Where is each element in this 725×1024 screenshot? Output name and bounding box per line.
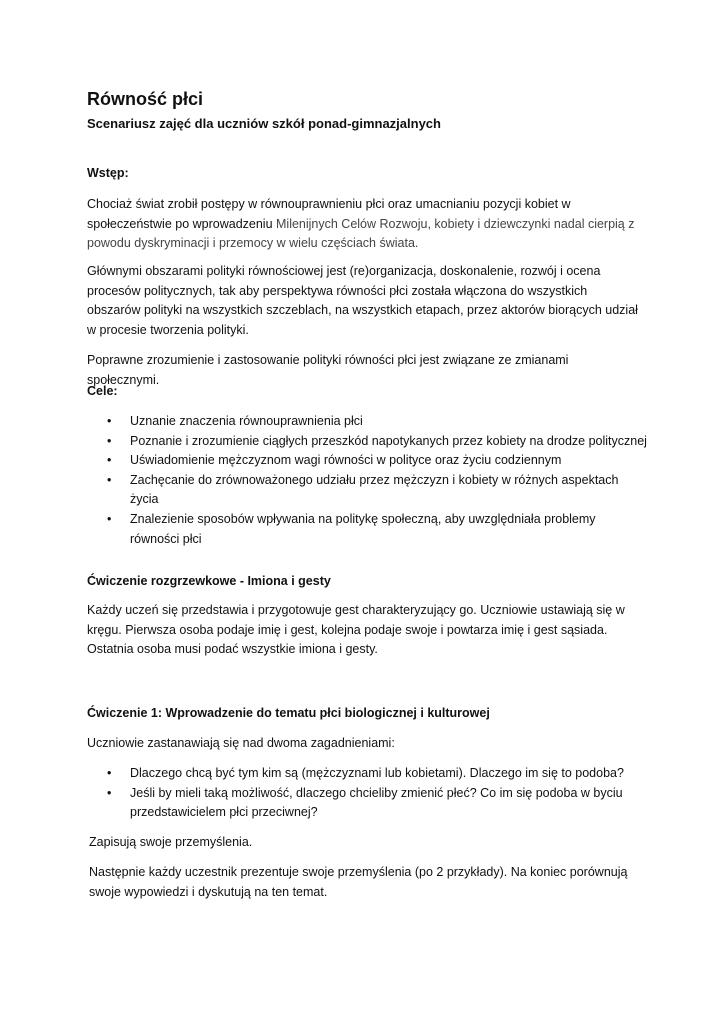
bullet-icon: • (107, 433, 112, 448)
exercise1-heading: Ćwiczenie 1: Wprowadzenie do tematu płci biologicznej i kulturowej (87, 706, 490, 720)
list-item-text: Uznanie znaczenia równouprawnienia płci (130, 414, 363, 428)
exercise1-paragraph-3: Następnie każdy uczestnik prezentuje swoje przemyślenia (po 2 przykłady). Na koniec porównują swoje wypowiedzi i dyskutują na ten temat. (89, 865, 628, 899)
list-item-text: Uświadomienie mężczyznom wagi równości w polityce oraz życiu codziennym (130, 453, 562, 468)
list-item-text: Dlaczego chcą być tym kim są (mężczyznami lub kobietami). Dlaczego im się to podoba? (130, 766, 624, 780)
bullet-icon: • (107, 453, 112, 468)
warmup-paragraph: Każdy uczeń się przedstawia i przygotowuje gest charakteryzujący go. Uczniowie ustawiają się w kręgu. Pierwsza osoba podaje imię i gest, kolejna podaje swoje i powtarza imię i gest sąsiada. Ostatnia osoba musi podać wszystkie imiona i gesty. (87, 603, 625, 657)
goals-heading: Cele: (87, 384, 118, 398)
list-item (87, 784, 647, 823)
bullet-icon: • (107, 472, 112, 487)
exercise1-intro-paragraph: Uczniowie zastanawiają się nad dwoma zagadnieniami: (87, 736, 395, 750)
list-item (87, 432, 647, 452)
list-item-text: Zachęcanie do zrównoważonego udziału przez mężczyzn i kobiety w różnych aspektach życia (130, 472, 619, 507)
bullet-icon: • (107, 511, 112, 526)
bullet-icon: • (107, 414, 112, 428)
intro-paragraph-3: Poprawne zrozumienie i zastosowanie polityki równości płci jest związane ze zmianami społecznymi. (87, 353, 569, 387)
intro-heading: Wstęp: (87, 166, 129, 180)
list-item-text: Znalezienie sposobów wpływania na politykę społeczną, aby uwzględniała problemy równości płci (130, 511, 596, 546)
intro-paragraph-1-part-a: Chociaż świat zrobił postępy w równouprawnieniu płci oraz umacnianiu pozycji kobiet w społeczeństwie po wprowadzeniu (87, 197, 571, 231)
intro-paragraph-1 (87, 195, 642, 254)
list-item-text: Poznanie i zrozumienie ciągłych przeszkód napotykanych przez kobiety na drodze politycznej (130, 433, 647, 448)
list-item (87, 510, 647, 549)
exercise1-paragraph-2: Zapisują swoje przemyślenia. (89, 835, 253, 849)
bullet-icon: • (107, 766, 112, 780)
list-item (87, 471, 647, 510)
exercise1-questions-list (87, 764, 647, 823)
warmup-heading: Ćwiczenie rozgrzewkowe - Imiona i gesty (87, 574, 331, 588)
list-item-text: Jeśli by mieli taką możliwość, dlaczego chcieliby zmienić płeć? Co im się podoba w byciu przedstawicielem płci przeciwnej? (130, 785, 623, 820)
list-item (87, 764, 647, 784)
intro-paragraph-2: Głównymi obszarami polityki równościowej jest (re)organizacja, doskonalenie, rozwój i ocena procesów politycznych, tak aby perspektywa równości płci została włączona do wszystkich obszarów polityki na wszystkich szczeblach, na wszystkich etapach, przez aktorów biorących udział w procesie tworzenia polityki. (87, 264, 638, 337)
bullet-icon: • (107, 785, 112, 800)
document-subtitle: Scenariusz zajęć dla uczniów szkół ponad-gimnazjalnych (87, 116, 441, 131)
goals-list (87, 412, 647, 549)
intro-paragraph-1-part-b: Milenijnych Celów Rozwoju, kobiety i dziewczynki nadal cierpią z powodu dyskryminacji i przemocy w wielu częściach świata. (87, 216, 635, 251)
list-item (87, 451, 647, 471)
document-title: Równość płci (87, 89, 204, 109)
list-item (87, 412, 647, 432)
